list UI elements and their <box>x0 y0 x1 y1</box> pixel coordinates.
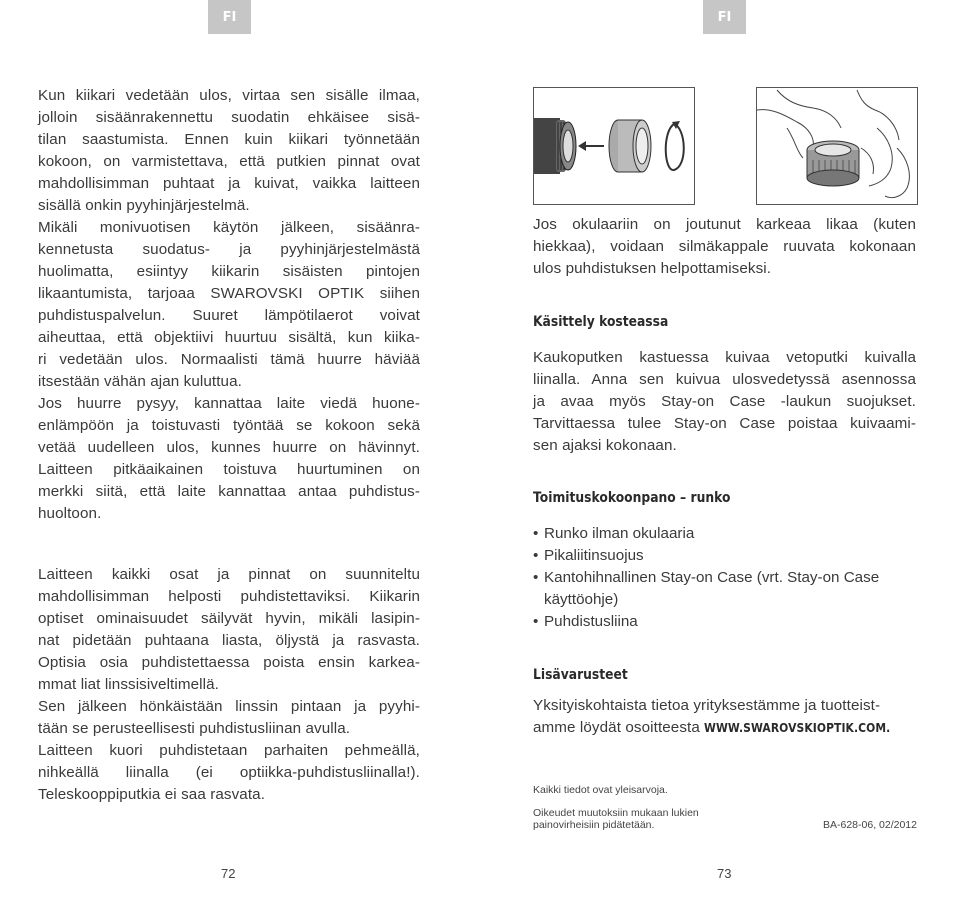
left-paragraph-5 <box>38 696 420 740</box>
text-line: optiset ominaisuudet säilyvät hyvin, mikäli lasipin- <box>38 610 420 627</box>
left-cleaning-block <box>38 564 420 806</box>
left-paragraph-6 <box>38 740 420 806</box>
footnote-general-values: Kaikki tiedot ovat yleisarvoja. <box>533 784 668 796</box>
text-line: likaantumista, tarjoaa SWAROVSKI OPTIK siihen <box>38 285 420 302</box>
text-line: ri vedetään ulos. Normaalisti tämä huurre häviää <box>38 351 420 368</box>
text-line: huolimatta, esiintyy kiikarin sisäisten pintojen <box>38 263 420 280</box>
accessories-line-2: amme löydät osoitteesta <box>533 719 705 736</box>
accessories-text-block <box>533 695 923 739</box>
text-line: aiheuttaa, että objektiivi huurtuu sisältä, kun kiika- <box>38 329 420 346</box>
paragraph-text <box>38 740 420 806</box>
eyepiece-removal-drawing <box>534 88 694 204</box>
text-line: ulos puhdistuksen helpottamiseksi. <box>533 260 772 277</box>
text-line: Optisia osia puhdistettaessa poista ensin karkea- <box>38 654 420 671</box>
text-line: merkki siitä, että laite kannattaa antaa puhdistus- <box>38 483 420 500</box>
moisture-text-block <box>533 347 916 457</box>
text-line: huoltoon. <box>38 505 102 522</box>
text-line: liinalla. Anna sen kuivua ulosvedetyssä asennossa <box>533 371 916 388</box>
paragraph-text <box>38 393 420 525</box>
paragraph-text <box>533 347 916 457</box>
text-line: kennetusta suodatus- ja pyyhinjärjestelmästä <box>38 241 420 258</box>
list-item: • Runko ilman okulaaria <box>533 523 916 545</box>
moisture-paragraph <box>533 347 916 457</box>
moisture-heading: Käsittely kosteassa <box>533 314 669 330</box>
language-tab-left: FI <box>208 0 251 34</box>
hands-drawing <box>757 88 917 204</box>
text-line: Kun kiikari vedetään ulos, virtaa sen sisälle ilmaa, <box>38 87 420 104</box>
paragraph-text <box>38 217 420 393</box>
text-line: Mikäli monivuotisen käytön jälkeen, sisäänra- <box>38 219 420 236</box>
text-line: vetää uudelleen ulos, kunnes huurre on hävinnyt. <box>38 439 420 456</box>
accessories-paragraph <box>533 695 923 739</box>
text-line: Jos okulaariin on joutunut karkeaa likaa (kuten <box>533 216 916 233</box>
list-item: • Pikaliitinsuojus <box>533 545 916 567</box>
paragraph-text <box>533 214 916 280</box>
text-line: sen ajaksi kokonaan. <box>533 437 677 454</box>
eyepiece-text-block <box>533 214 916 280</box>
text-line: nat pidetään puhtaana liasta, öljystä ja rasvasta. <box>38 632 420 649</box>
hands-unscrewing-illustration <box>756 87 918 205</box>
text-line: Teleskooppiputkia ei saa rasvata. <box>38 786 266 803</box>
moisture-section <box>533 314 916 330</box>
text-line: enlämpöön ja toistuvasti työntää se kokoon sekä <box>38 417 420 434</box>
text-line: mahdollisimman helposti puhdistettaviksi. Kiikarin <box>38 588 420 605</box>
delivery-list <box>533 523 916 633</box>
text-line: Jos huurre pysyy, kannattaa laite viedä huone- <box>38 395 420 412</box>
page-number-left: 72 <box>221 866 236 881</box>
left-paragraph-2 <box>38 217 420 393</box>
text-line: mahdollisimman puhtaat ja kuivat, vaikka laitteen <box>38 175 420 192</box>
accessories-line-1: Yksityiskohtaista tietoa yrityksestämme ja tuotteist- <box>533 697 881 714</box>
left-paragraph-1 <box>38 85 420 217</box>
paragraph-text <box>38 564 420 696</box>
text-line: tilan saastumista. Ennen kuin kiikari työnnetään <box>38 131 420 148</box>
language-tab-right: FI <box>703 0 746 34</box>
text-line: jolloin sisäänrakennettu suodatin ehkäisee sisä- <box>38 109 420 126</box>
eyepiece-removal-illustration <box>533 87 695 205</box>
text-line: Tarvittaessa tulee Stay-on Case poistaa kuivaami- <box>533 415 916 432</box>
text-line: mmat liat linssisiveltimellä. <box>38 676 219 693</box>
footnote-rights-line-1: Oikeudet muutoksiin mukaan lukien <box>533 807 699 819</box>
text-line: sisällä onkin pyyhinjärjestelmä. <box>38 197 250 214</box>
text-line: tään se perusteellisesti puhdistusliinan avulla. <box>38 720 351 737</box>
text-line: itsestään vähän ajan kuluttua. <box>38 373 242 390</box>
list-item: • Kantohihnallinen Stay-on Case (vrt. Stay-on Case käyttöohje) <box>533 567 916 611</box>
page-number-right: 73 <box>717 866 732 881</box>
paragraph-text <box>38 85 420 217</box>
text-line: kokoon, on varmistettava, että putkien pinnat ovat <box>38 153 420 170</box>
document-code: BA-628-06, 02/2012 <box>823 819 917 831</box>
left-paragraph-4 <box>38 564 420 696</box>
delivery-list-block <box>533 523 916 633</box>
text-line: hiekkaa), voidaan silmäkappale ruuvata kokonaan <box>533 238 916 255</box>
text-line: ja avaa myös Stay-on Case -laukun suojukset. <box>533 393 916 410</box>
text-line: puhdistuspalvelun. Suuret lämpötilaerot voivat <box>38 307 420 324</box>
left-text-block <box>38 85 420 525</box>
accessories-section <box>533 667 916 683</box>
eyepiece-paragraph <box>533 214 916 280</box>
delivery-heading: Toimituskokoonpano – runko <box>533 490 731 506</box>
footnote-rights-line-2: painovirheisiin pidätetään. <box>533 819 655 831</box>
website-link[interactable]: WWW.SWAROVSKIOPTIK.COM. <box>704 720 891 735</box>
text-line: Laitteen pitkäaikainen toistuva huurtuminen on <box>38 461 420 478</box>
accessories-heading: Lisävarusteet <box>533 667 628 683</box>
delivery-section <box>533 490 916 506</box>
text-line: Kaukoputken kastuessa kuivaa vetoputki kuivalla <box>533 349 916 366</box>
left-paragraph-3 <box>38 393 420 525</box>
text-line: nihkeällä liinalla (ei optiikka-puhdistusliinalla!). <box>38 764 420 781</box>
text-line: Laitteen kuori puhdistetaan parhaiten pehmeällä, <box>38 742 420 759</box>
paragraph-text <box>38 696 420 740</box>
list-item: • Puhdistusliina <box>533 611 916 633</box>
text-line: Sen jälkeen hönkäistään linssin pintaan ja pyyhi- <box>38 698 420 715</box>
text-line: Laitteen kaikki osat ja pinnat on suunniteltu <box>38 566 420 583</box>
